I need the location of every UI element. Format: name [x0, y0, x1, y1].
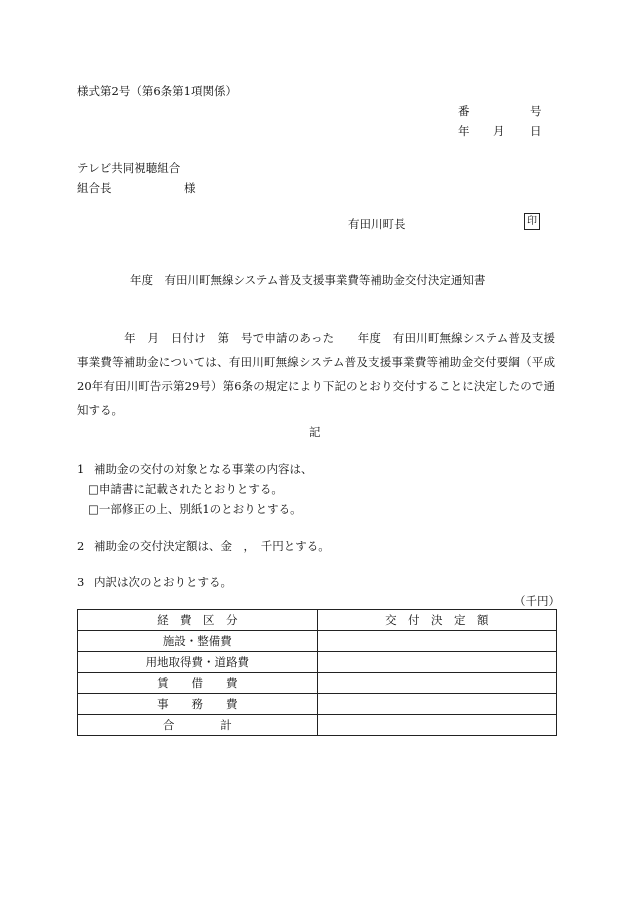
item3-text: 内訳は次のとおりとする。 [94, 575, 232, 589]
unit-label: （千円） [514, 594, 560, 608]
number-go: 号 [530, 104, 542, 118]
row-category: 用地取得費・道路費 [78, 652, 318, 673]
form-number: 様式第2号（第6条第1項関係） [77, 84, 237, 98]
header-amount: 交 付 決 定 額 [317, 610, 556, 631]
body-paragraph [77, 326, 555, 422]
table-row [78, 631, 557, 652]
item2-number: 2 [77, 539, 85, 553]
date-month: 月 [493, 124, 505, 138]
row-category: 施設・整備費 [78, 631, 318, 652]
issuer-name: 有田川町長 [348, 217, 406, 231]
addressee-org: テレビ共同視聴組合 [77, 161, 181, 175]
row-amount-total [317, 715, 556, 736]
number-ban: 番 [458, 104, 470, 118]
row-amount [317, 631, 556, 652]
table-row [78, 694, 557, 715]
item1-option-2: □一部修正の上、別紙1のとおりとする。 [88, 502, 302, 516]
date-year: 年 [458, 124, 470, 138]
addressee-sama: 様 [184, 181, 196, 195]
row-amount [317, 673, 556, 694]
table-row-total [78, 715, 557, 736]
header-category: 経 費 区 分 [78, 610, 318, 631]
row-category-total: 合 計 [78, 715, 318, 736]
breakdown-table [77, 609, 557, 736]
date-day: 日 [530, 124, 542, 138]
item2-text: 補助金の交付決定額は、金 ， 千円とする。 [94, 539, 330, 553]
addressee-title: 組合長 [77, 181, 112, 195]
table-row [78, 652, 557, 673]
table-header-row [78, 610, 557, 631]
body-paragraph-text: 年 月 日付け 第 号で申請のあった 年度 有田川町無線システム普及支援事業費等補助金については、有田川町無線システム普及支援事業費等補助金交付要綱（平成20年有田川町告示第29号）第6条の規定により下記のとおり交付することに決定したので通知する。 [77, 331, 555, 417]
document-title: 年度 有田川町無線システム普及支援事業費等補助金交付決定通知書 [130, 273, 486, 287]
row-category: 事 務 費 [78, 694, 318, 715]
row-amount [317, 694, 556, 715]
item1-number: 1 [77, 462, 85, 476]
seal-mark: 印 [524, 213, 540, 230]
row-category: 賃 借 費 [78, 673, 318, 694]
row-amount [317, 652, 556, 673]
item1-text: 補助金の交付の対象となる事業の内容は、 [94, 462, 313, 476]
item1-option-1: □申請書に記載されたとおりとする。 [88, 482, 283, 496]
table-row [78, 673, 557, 694]
item3-number: 3 [77, 575, 85, 589]
ki-label: 記 [309, 425, 321, 439]
